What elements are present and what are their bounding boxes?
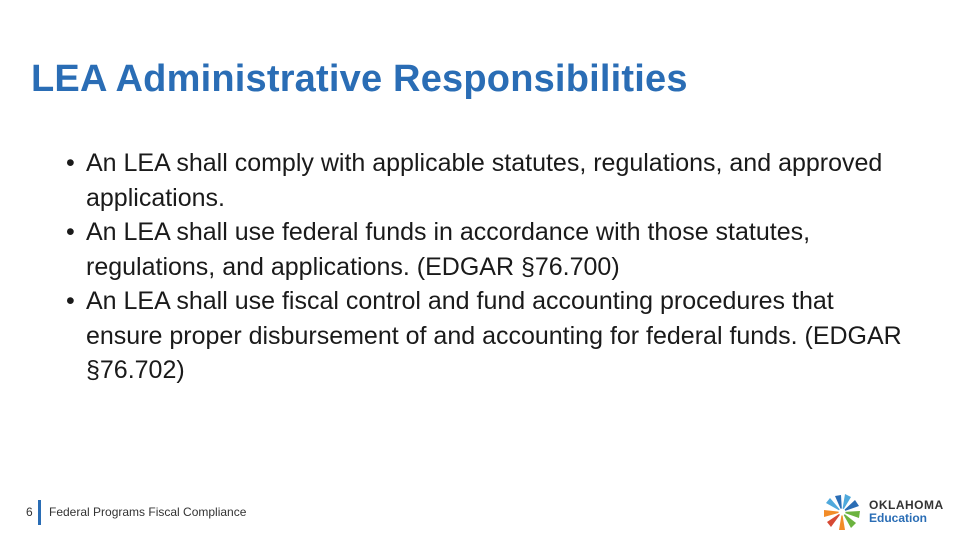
logo-wordmark-top: OKLAHOMA bbox=[869, 498, 944, 512]
footer-title: Federal Programs Fiscal Compliance bbox=[49, 505, 247, 519]
page-number: 6 bbox=[26, 505, 33, 519]
footer-divider bbox=[38, 500, 41, 525]
bullet-text-2: An LEA shall use federal funds in accordance with those statutes, regulations, and applications. (EDGAR §76.700) bbox=[86, 218, 811, 281]
bullet-item-2 bbox=[66, 215, 916, 284]
bullet-marker: • bbox=[66, 287, 75, 315]
bullet-marker: • bbox=[66, 218, 75, 246]
bullet-item-3 bbox=[66, 284, 916, 388]
oklahoma-education-logo bbox=[821, 492, 944, 532]
slide-title: LEA Administrative Responsibilities bbox=[31, 58, 688, 100]
bullet-text-1: An LEA shall comply with applicable statutes, regulations, and approved applications. bbox=[86, 149, 883, 212]
bullet-marker: • bbox=[66, 149, 75, 177]
slide-footer bbox=[0, 496, 960, 540]
logo-wordmark-bottom: Education bbox=[869, 511, 928, 525]
bullet-text-3: An LEA shall use fiscal control and fund accounting procedures that ensure proper disbursement of and accounting for federal funds. (EDGAR §76.702) bbox=[86, 287, 902, 384]
oklahoma-logo-mark-icon bbox=[821, 492, 863, 532]
bullet-item-1 bbox=[66, 146, 916, 215]
bullet-list bbox=[66, 146, 916, 388]
